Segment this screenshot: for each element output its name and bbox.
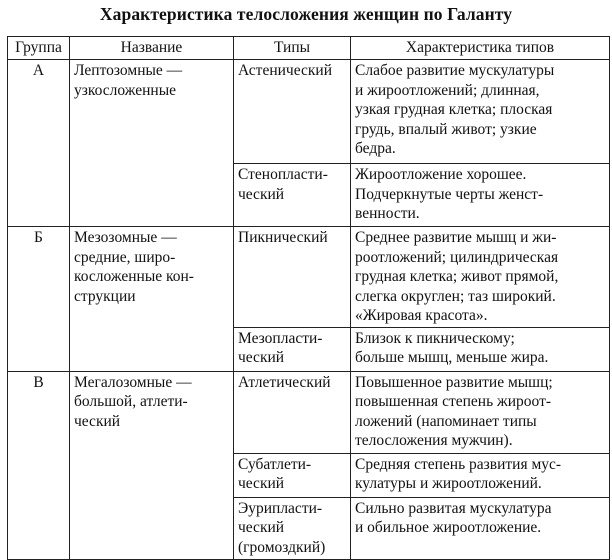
table-row	[8, 371, 610, 453]
body-types-table	[7, 36, 610, 560]
type-cell	[234, 327, 351, 371]
table-row	[8, 60, 610, 164]
header-row	[8, 37, 610, 60]
type-cell	[234, 371, 351, 453]
type-description: Сильно развитая мускулатура и обильное жироотложение.	[355, 499, 552, 536]
type-name: Пикнический	[238, 229, 328, 246]
desc-cell	[351, 60, 610, 164]
type-description: Слабое развитие мускулатуры и жироотложений; длинная, узкая грудная клетка; плоская грудь, впалый живот; узкие бедра.	[355, 62, 555, 157]
desc-cell	[351, 327, 610, 371]
type-description: Жироотложение хорошее. Подчеркнутые черты женст- венности.	[355, 166, 544, 222]
header-name: Название	[70, 37, 234, 60]
header-group: Группа	[8, 37, 70, 60]
type-description: Близок к пикническому; больше мышц, меньше жира.	[355, 329, 549, 366]
group-letter: А	[8, 60, 70, 227]
desc-cell	[351, 371, 610, 453]
type-description: Среднее развитие мышц и жи- роотложений; цилиндрическая грудная клетка; живот прямой, слегка округлен; таз широкий. «Жировая красота».	[355, 229, 559, 324]
type-cell	[234, 497, 351, 559]
group-name	[70, 371, 234, 559]
desc-cell	[351, 453, 610, 497]
group-name-text: Мегалозомные — большой, атлети- ческий	[74, 373, 192, 430]
desc-cell	[351, 497, 610, 559]
type-name: Эурипласти- ческий (громоздкий)	[238, 499, 326, 556]
type-name: Стенопласти- ческий	[238, 166, 328, 203]
document-title: Характеристика телосложения женщин по Галанту	[99, 4, 513, 24]
group-name	[70, 227, 234, 372]
type-name: Мезопласти- ческий	[238, 329, 323, 366]
header-types: Типы	[234, 37, 351, 60]
type-name: Астенический	[238, 62, 332, 79]
type-cell	[234, 453, 351, 497]
type-description: Средняя степень развития мус- кулатуры и жироотложений.	[355, 455, 562, 492]
header-characteristics: Характеристика типов	[351, 37, 610, 60]
group-letter: Б	[8, 227, 70, 372]
group-name-text: Лептозомные — узкосложенные	[74, 62, 183, 99]
type-description: Повышенное развитие мышц; повышенная степень жироот- ложений (напоминает типы телосложения мужчин).	[355, 373, 553, 449]
group-letter: В	[8, 371, 70, 559]
type-name: Субатлети- ческий	[238, 455, 312, 492]
group-name	[70, 60, 234, 227]
type-cell	[234, 227, 351, 328]
type-name: Атлетический	[238, 373, 331, 391]
desc-cell	[351, 227, 610, 328]
type-cell	[234, 60, 351, 164]
type-cell	[234, 164, 351, 227]
desc-cell	[351, 164, 610, 227]
table-row	[8, 227, 610, 328]
group-name-text: Мезозомные — средние, широ- косложенные кон- струкции	[74, 229, 194, 305]
